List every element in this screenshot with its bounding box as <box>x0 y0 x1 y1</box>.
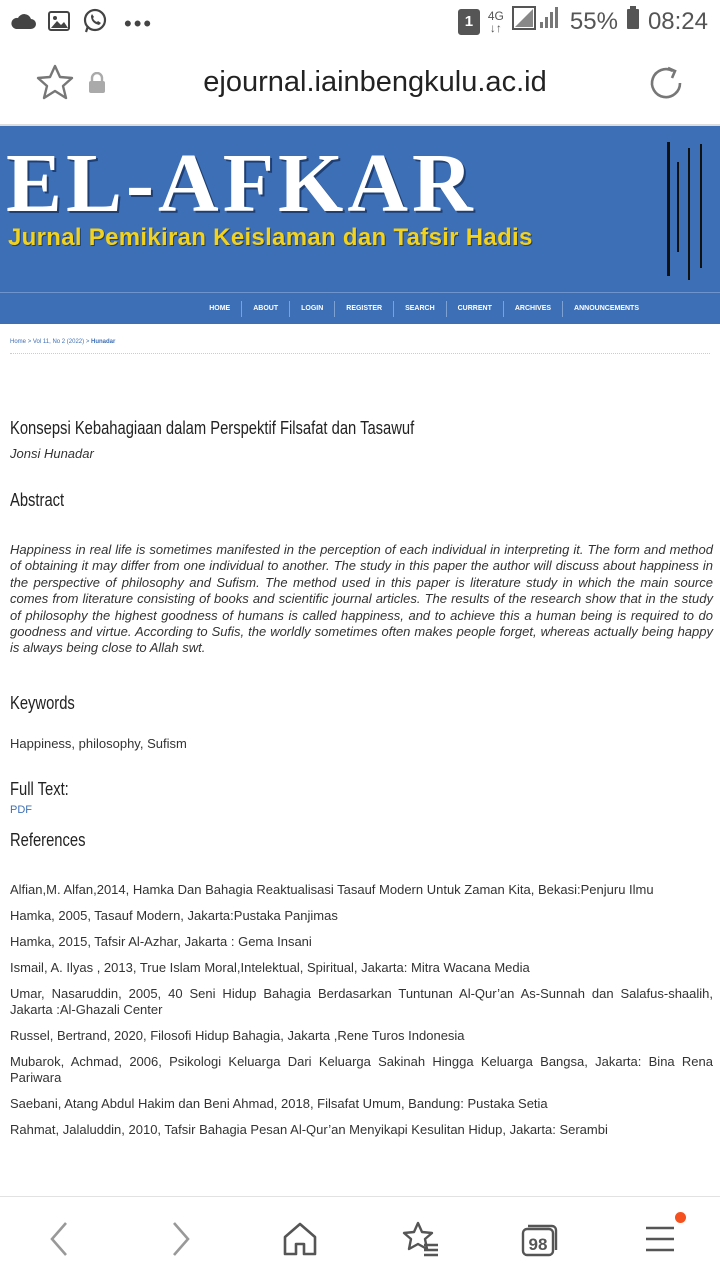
nav-current[interactable]: CURRENT <box>447 301 504 317</box>
breadcrumb-issue[interactable]: Vol 11, No 2 (2022) <box>32 339 85 345</box>
breadcrumb-current[interactable]: Hunadar <box>91 339 116 345</box>
home-icon[interactable] <box>282 1219 318 1264</box>
banner-decoration-line <box>700 144 702 268</box>
article-author: Jonsi Hunadar <box>10 446 94 461</box>
nav-search[interactable]: SEARCH <box>394 301 447 317</box>
banner-decoration-line <box>688 148 690 280</box>
browser-bottom-bar <box>0 1196 720 1281</box>
nav-home[interactable]: HOME <box>198 301 242 317</box>
reference-item: Russel, Bertrand, 2020, Filosofi Hidup Bahagia, Jakarta ,Rene Turos Indonesia <box>10 1027 465 1043</box>
article-title: Konsepsi Kebahagiaan dalam Perspektif Filsafat dan Tasawuf <box>10 418 415 438</box>
reference-item: Hamka, 2005, Tasauf Modern, Jakarta:Pustaka Panjimas <box>10 907 338 923</box>
notification-dot <box>675 1212 686 1223</box>
journal-title: EL-AFKAR <box>6 137 477 230</box>
more-notifications-icon: ••• <box>124 10 154 36</box>
nav-announcements[interactable]: ANNOUNCEMENTS <box>574 304 639 312</box>
whatsapp-icon <box>82 8 108 39</box>
abstract-text: Happiness in real life is sometimes manifested in the perception of each individual in interpreting it. The form and method of obtaining it may differ from one individual to another. The study in this paper the author will discuss about happiness in the perspective of philosophy and Sufism. The method used in this paper is literature study in which the main source comes from literature consisting of books and scientific journal articles. The results of the research show that in the study of philosophy the highest goodness of humans is called happiness, and to achieve this a human being is required to do goodness and virtue. According to Sufis, the worldly sometimes often makes people forget, whereas actually being happy is always being close to Allah swt. <box>10 542 713 656</box>
abstract-heading: Abstract <box>10 490 65 510</box>
reload-icon[interactable] <box>646 64 684 107</box>
divider <box>10 353 710 354</box>
journal-nav <box>0 292 720 324</box>
sim-badge: 1 <box>458 9 480 35</box>
status-bar <box>0 0 720 44</box>
reference-item: Ismail, A. Ilyas , 2013, True Islam Moral,Intelektual, Spiritual, Jakarta: Mitra Wacana Media <box>10 959 530 975</box>
url-text[interactable]: ejournal.iainbengkulu.ac.id <box>203 66 547 98</box>
nav-archives[interactable]: ARCHIVES <box>504 301 563 317</box>
breadcrumb-home[interactable]: Home <box>10 339 27 345</box>
cloud-icon <box>10 12 36 35</box>
fulltext-heading: Full Text: <box>10 779 69 799</box>
breadcrumb <box>10 339 115 345</box>
reference-item: Hamka, 2015, Tafsir Al-Azhar, Jakarta : Gema Insani <box>10 933 312 949</box>
bookmarks-list-icon[interactable] <box>400 1219 442 1264</box>
reference-item: Alfian,M. Alfan,2014, Hamka Dan Bahagia Reaktualisasi Tasauf Modern Untuk Zaman Kita, Bekasi:Penjuru Ilmu <box>10 882 654 897</box>
tabs-count: 98 <box>528 1235 548 1254</box>
banner-decoration-line <box>677 162 679 252</box>
battery-percent: 55% <box>569 7 618 35</box>
reference-item: Rahmat, Jalaluddin, 2010, Tafsir Bahagia Pesan Al-Qur’an Menyikapi Kesulitan Hidup, Jakarta: Serambi <box>10 1122 608 1138</box>
nav-about[interactable]: ABOUT <box>242 301 290 317</box>
bookmark-star-icon[interactable] <box>36 64 74 105</box>
reference-item: Saebani, Atang Abdul Hakim dan Beni Ahmad, 2018, Filsafat Umum, Bandung: Pustaka Setia <box>10 1096 548 1112</box>
keywords-text: Happiness, philosophy, Sufism <box>10 736 187 751</box>
nav-register[interactable]: REGISTER <box>335 301 394 317</box>
back-icon[interactable] <box>46 1219 72 1264</box>
tabs-icon[interactable] <box>520 1223 560 1262</box>
battery-icon <box>626 6 640 37</box>
banner-decoration-line <box>667 142 670 276</box>
lock-icon <box>88 72 106 99</box>
gallery-icon <box>48 11 70 36</box>
journal-subtitle: Jurnal Pemikiran Keislaman dan Tafsir Hadis <box>8 224 533 251</box>
network-label: 4G <box>487 8 504 23</box>
references-heading: References <box>10 830 86 850</box>
clock: 08:24 <box>647 7 708 35</box>
forward-icon[interactable] <box>168 1219 194 1264</box>
breadcrumb-separator: > <box>85 339 90 345</box>
nav-login[interactable]: LOGIN <box>290 301 335 317</box>
network-type: 4G ↓↑ <box>487 8 504 35</box>
browser-address-bar <box>0 44 720 126</box>
menu-icon[interactable] <box>644 1225 676 1258</box>
reference-item: Umar, Nasaruddin, 2005, 40 Seni Hidup Bahagia Berdasarkan Tuntunan Al-Qur’an As-Sunnah dan Salafus-shaalih, Jakarta :Al-Ghazali Center <box>10 985 713 1018</box>
breadcrumb-separator: > <box>27 339 32 345</box>
keywords-heading: Keywords <box>10 693 75 713</box>
references-list <box>10 882 713 1148</box>
pdf-link[interactable]: PDF <box>10 804 32 816</box>
signal-icon <box>512 6 562 37</box>
journal-banner <box>0 126 720 292</box>
reference-item: Mubarok, Achmad, 2006, Psikologi Keluarga Dari Keluarga Sakinah Hingga Keluarga Bangsa, Jakarta: Bina Rena Pariwara <box>10 1053 713 1086</box>
